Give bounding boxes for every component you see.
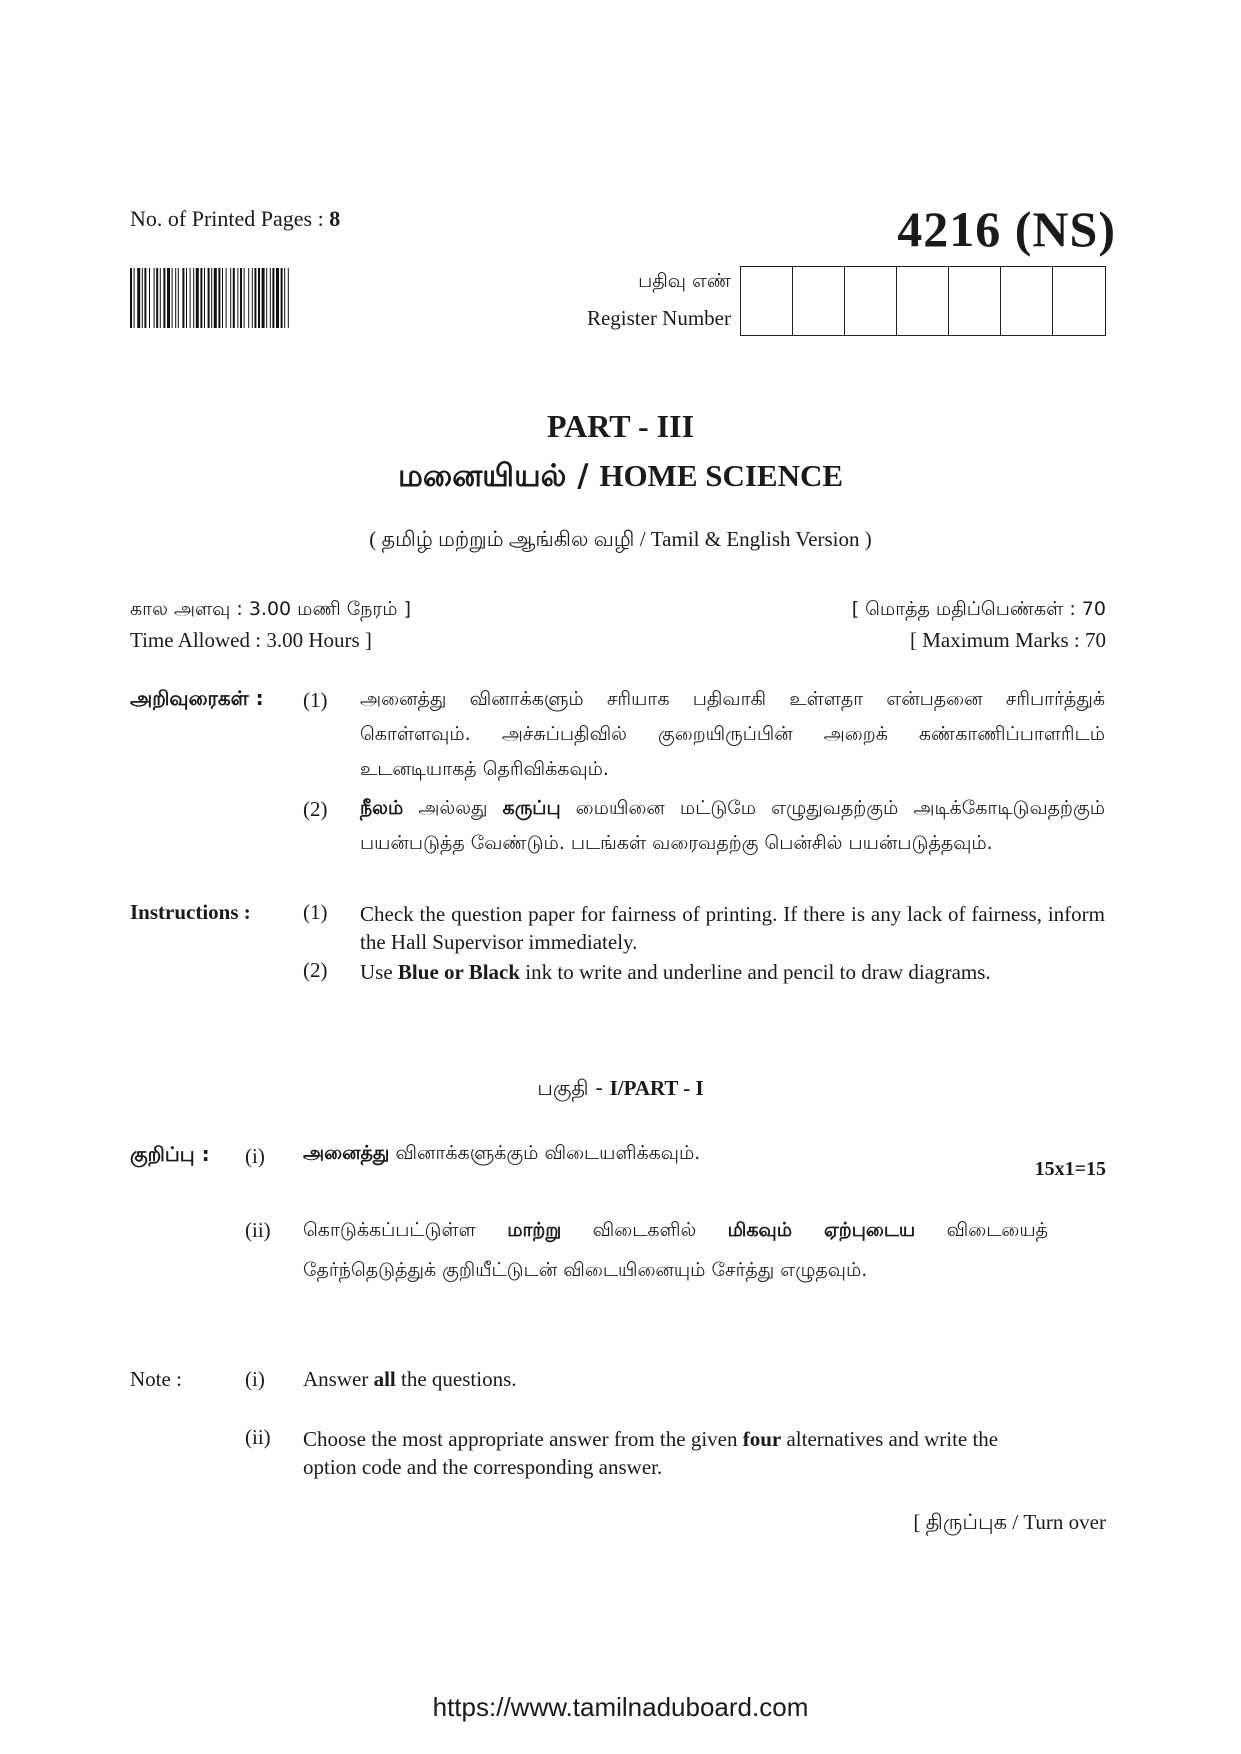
subject-title [0,458,1241,498]
note-text-segment: Answer [303,1367,374,1391]
time-allowed: Time Allowed : 3.00 Hours ] [130,628,372,652]
footer-url[interactable]: https://www.tamilnaduboard.com [432,1692,809,1722]
subject-title-english: HOME SCIENCE [599,458,844,493]
instructions-label-tamil: அறிவுரைகள் : [130,686,264,710]
part-one-heading-tamil: பகுதி - [537,1076,610,1100]
register-digit-box[interactable] [845,267,897,335]
note-text-tamil [303,1210,1048,1290]
register-digit-box[interactable] [1053,267,1105,335]
note-text-segment: alternatives and write the option code and the corresponding answer. [303,1427,999,1479]
note-number: (ii) [245,1425,271,1449]
note-label-tamil: குறிப்பு : [130,1142,210,1166]
part-one-heading [0,1076,1241,1103]
note-label: Note : [130,1367,182,1391]
barcode-image [130,268,417,328]
printed-pages-line [130,206,340,232]
emphasis-text: அனைத்து [303,1142,390,1164]
instruction-text-segment: அல்லது [403,797,503,819]
register-number-label: Register Number [586,306,731,330]
instruction-text-segment: மையினை மட்டுமே எழுதுவதற்கும் அடிக்கோடிடுவதற்கும் பயன்படுத்த வேண்டும். படங்கள் வரைவதற்கு பென்சில் பயன்படுத்தவும். [360,797,1106,854]
note-number: (i) [245,1367,265,1391]
note-text [303,1425,1048,1481]
note-text-segment: கொடுக்கப்பட்டுள்ள [303,1219,508,1241]
instruction-text: Check the question paper for fairness of printing. If there is any lack of fairness, inform the Hall Supervisor immediately. [360,902,1105,954]
maximum-marks-tamil: [ மொத்த மதிப்பெண்கள் : 70 [851,598,1106,620]
register-digit-box[interactable] [741,267,793,335]
emphasis-text: மாற்று [507,1219,562,1241]
note-text-segment: வினாக்களுக்கும் விடையளிக்கவும். [389,1142,701,1164]
part-one-heading-english: I/PART - I [609,1076,704,1100]
maximum-marks: [ Maximum Marks : 70 [910,628,1106,652]
instruction-number: (1) [303,900,328,924]
emphasis-text: Blue or Black [397,960,521,984]
register-number-boxes[interactable] [740,266,1106,336]
instruction-text-segment: Use [360,960,398,984]
time-allowed-tamil: கால அளவு : 3.00 மணி நேரம் ] [130,598,411,620]
instructions-label: Instructions : [130,900,251,924]
instruction-number: (1) [303,688,328,712]
instruction-text [360,958,1105,986]
instruction-text-segment: ink to write and underline and pencil to draw diagrams. [520,960,991,984]
register-digit-box[interactable] [897,267,949,335]
emphasis-text: all [373,1367,396,1391]
emphasis-text: நீலம் [360,797,404,819]
note-text-segment: விடையைத் தேர்ந்தெடுத்துக் குறியீட்டுடன் விடையினையும் சேர்த்து எழுதவும். [303,1219,1048,1281]
register-digit-box[interactable] [1001,267,1053,335]
turn-over-note: [ திருப்புக / Turn over [913,1510,1106,1534]
paper-code: 4216 (NS) [897,201,1116,257]
register-number-label-tamil: பதிவு எண் [638,270,731,292]
instruction-number: (2) [303,797,328,821]
note-number: (i) [245,1144,265,1168]
part-title: PART - III [546,408,695,444]
register-digit-box[interactable] [793,267,845,335]
note-text-tamil [303,1142,700,1167]
note-text [303,1367,517,1392]
instruction-text-tamil [360,791,1105,861]
printed-pages-label: No. of Printed Pages : [130,206,330,231]
note-text-segment: விடைகளில் [561,1219,728,1241]
instruction-text-tamil: அனைத்து வினாக்களும் சரியாக பதிவாகி உள்ளதா என்பதனை சரிபார்த்துக் கொள்ளவும். அச்சுப்பதிவில் குறையிருப்பின் அறைக் கண்காணிப்பாளரிடம் உடனடியாகத் தெரிவிக்கவும். [360,688,1105,780]
note-text-segment: Choose the most appropriate answer from the given [303,1427,743,1451]
emphasis-text: மிகவும் ஏற்புடைய [727,1219,916,1241]
register-digit-box[interactable] [949,267,1001,335]
version-line: ( தமிழ் மற்றும் ஆங்கில வழி / Tamil & English Version ) [369,527,872,551]
emphasis-text: கருப்பு [502,797,561,819]
subject-title-tamil: மனையியல் / [397,458,600,494]
note-number: (ii) [245,1218,271,1242]
emphasis-text: four [742,1427,782,1451]
note-text-segment: the questions. [395,1367,517,1391]
marks-scheme: 15x1=15 [1034,1158,1106,1180]
printed-pages-value: 8 [329,206,341,231]
instruction-number: (2) [303,958,328,982]
